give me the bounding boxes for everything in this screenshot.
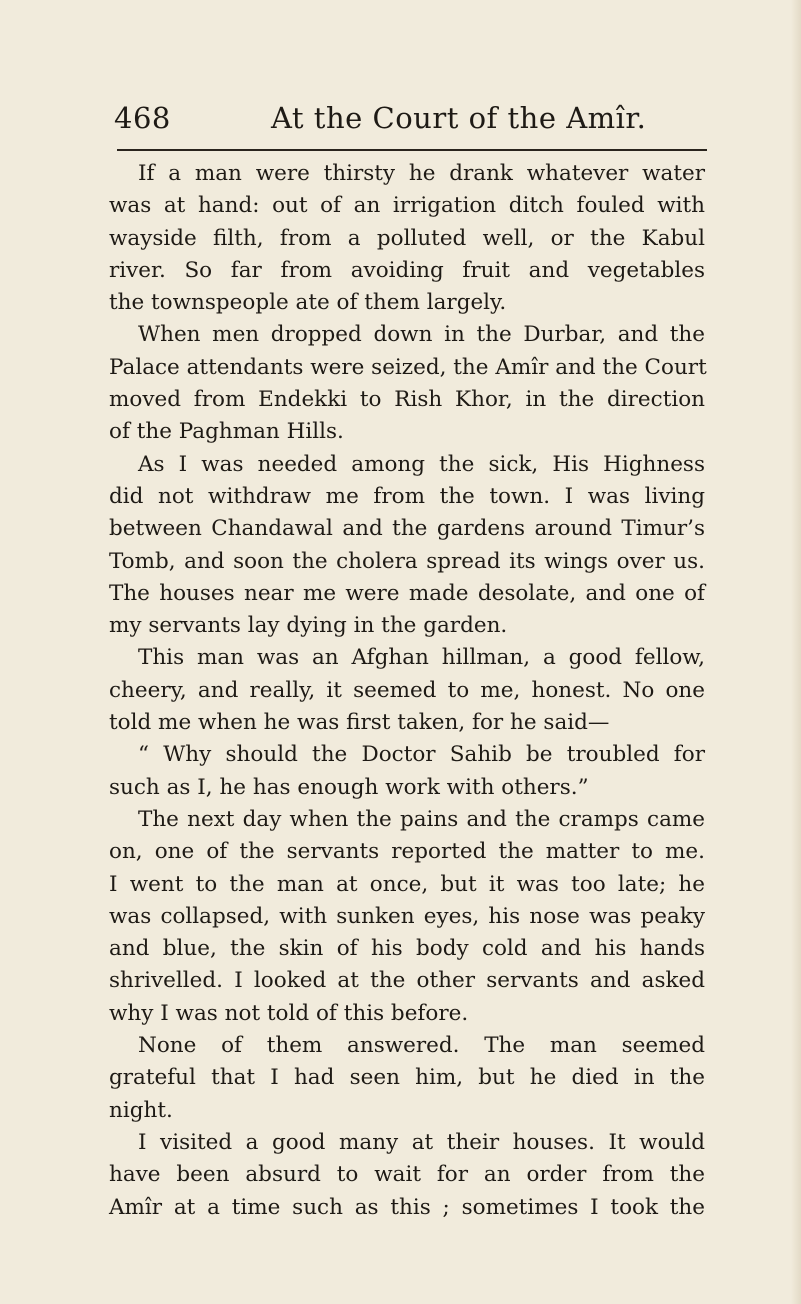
text-line: None of them answered. The man seemed <box>138 1033 705 1059</box>
text-line: Amîr at a time such as this ; sometimes I took the <box>109 1194 705 1220</box>
page-header <box>114 98 708 144</box>
header-rule <box>117 149 707 151</box>
text-line: The houses near me were made desolate, and one of <box>109 580 705 606</box>
text-line: I went to the man at once, but it was too late; he <box>109 871 705 897</box>
text-line: night. <box>109 1097 173 1123</box>
text-line: shrivelled. I looked at the other servants and asked <box>109 968 705 994</box>
text-line: grateful that I had seen him, but he died in the <box>109 1065 705 1091</box>
text-line: was collapsed, with sunken eyes, his nose was peaky <box>109 903 705 929</box>
text-line: did not withdraw me from the town. I was living <box>109 483 705 509</box>
text-line: As I was needed among the sick, His Highness <box>138 451 705 477</box>
body-text <box>109 158 705 1224</box>
text-line: such as I, he has enough work with others.” <box>109 774 589 800</box>
text-line: When men dropped down in the Durbar, and the <box>138 322 705 348</box>
text-line: moved from Endekki to Rish Khor, in the direction <box>109 387 705 413</box>
text-line: my servants lay dying in the garden. <box>109 613 508 639</box>
text-line: wayside filth, from a polluted well, or the Kabul <box>109 225 705 251</box>
text-line: I visited a good many at their houses. It would <box>138 1129 705 1155</box>
text-line: Palace attendants were seized, the Amîr and the Court <box>109 354 707 380</box>
running-title: At the Court of the Amîr. <box>271 101 647 135</box>
text-line: of the Paghman Hills. <box>109 419 344 445</box>
text-line: and blue, the skin of his body cold and his hands <box>109 936 705 962</box>
text-line: If a man were thirsty he drank whatever water <box>138 161 705 186</box>
text-line: “ Why should the Doctor Sahib be troubled for <box>138 742 705 768</box>
text-line: on, one of the servants reported the matter to me. <box>109 839 705 865</box>
text-line: The next day when the pains and the cramps came <box>138 806 705 832</box>
text-line: told me when he was first taken, for he said— <box>109 710 610 736</box>
text-line: Tomb, and soon the cholera spread its wings over us. <box>109 548 705 574</box>
text-line: was at hand: out of an irrigation ditch fouled with <box>109 193 705 219</box>
text-line: the townspeople ate of them largely. <box>109 290 507 316</box>
text-line: have been absurd to wait for an order from the <box>109 1162 705 1188</box>
text-line: cheery, and really, it seemed to me, honest. No one <box>109 677 705 703</box>
text-line: why I was not told of this before. <box>109 1000 469 1026</box>
text-line: between Chandawal and the gardens around Timur’s <box>109 516 705 542</box>
text-line: This man was an Afghan hillman, a good fellow, <box>138 645 705 671</box>
text-line: river. So far from avoiding fruit and vegetables <box>109 257 705 283</box>
page-number: 468 <box>114 101 171 135</box>
page-edge-shadow <box>791 0 801 1304</box>
